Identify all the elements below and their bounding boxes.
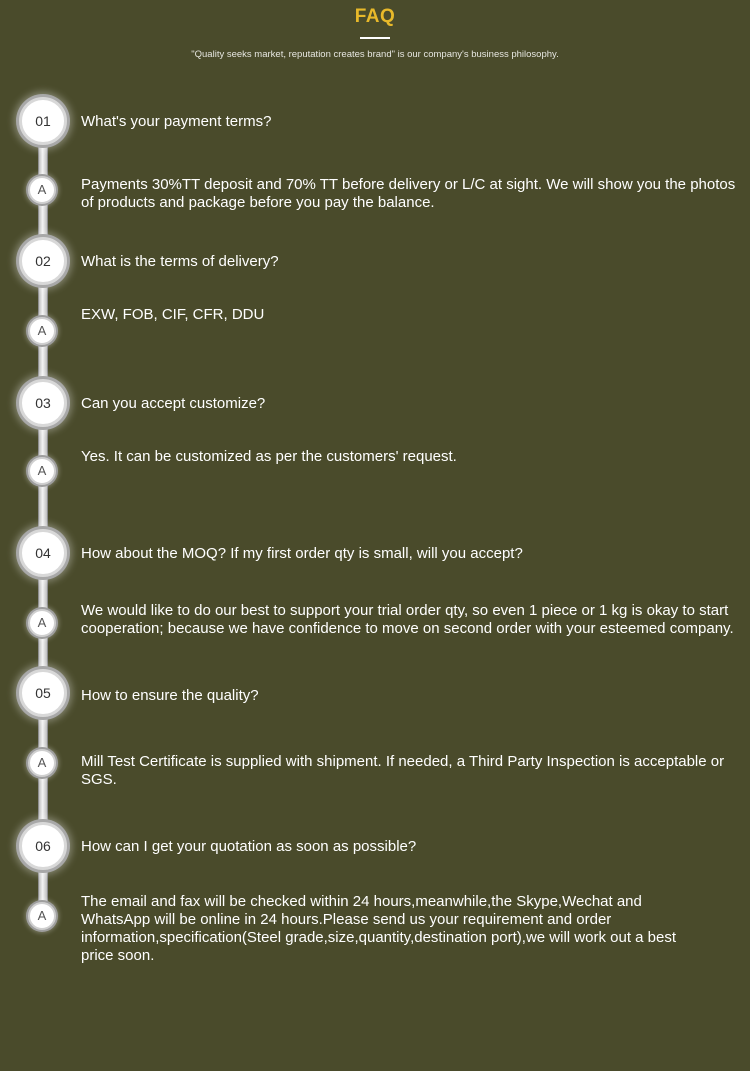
faq-question: How can I get your quotation as soon as possible? [81,838,417,855]
faq-answer: Yes. It can be customized as per the customers' request. [81,448,457,465]
faq-header [0,0,750,70]
faq-question: Can you accept customize? [81,395,266,412]
question-number-badge: 04 [19,529,67,577]
faq-answer: We would like to do our best to support your trial order qty, so even 1 piece or 1 kg is okay to start cooperation; because we have confidence to move on second order with your esteemed company. [81,602,734,637]
page-subtitle: "Quality seeks market, reputation creates brand" is our company's business philosophy. [191,49,559,60]
answer-marker-icon: A [28,609,56,637]
question-number-badge: 05 [19,669,67,717]
question-number-badge: 02 [19,237,67,285]
faq-answer: Payments 30%TT deposit and 70% TT before delivery or L/C at sight. We will show you the photos of products and package before you pay the balance. [81,176,736,211]
answer-marker-icon: A [28,176,56,204]
answer-marker-icon: A [28,457,56,485]
faq-question: What is the terms of delivery? [81,253,279,270]
faq-answer: Mill Test Certificate is supplied with shipment. If needed, a Third Party Inspection is acceptable or SGS. [81,753,725,788]
answer-marker-icon: A [28,317,56,345]
faq-question: How to ensure the quality? [81,687,259,704]
question-number-badge: 06 [19,822,67,870]
faq-question: How about the MOQ? If my first order qty is small, will you accept? [81,545,523,562]
answer-marker-icon: A [28,749,56,777]
faq-answer: The email and fax will be checked within 24 hours,meanwhile,the Skype,Wechat and WhatsApp will be online in 24 hours.Please send us your requirement and order information,specification(Steel grade,size,quantity,destination port),we will work out a best price soon. [81,893,677,964]
faq-answer: EXW, FOB, CIF, CFR, DDU [81,306,265,323]
question-number-badge: 01 [19,97,67,145]
page-title: FAQ [354,6,396,27]
faq-question: What's your payment terms? [81,113,272,130]
answer-marker-icon: A [28,902,56,930]
title-underline [360,37,390,39]
question-number-badge: 03 [19,379,67,427]
